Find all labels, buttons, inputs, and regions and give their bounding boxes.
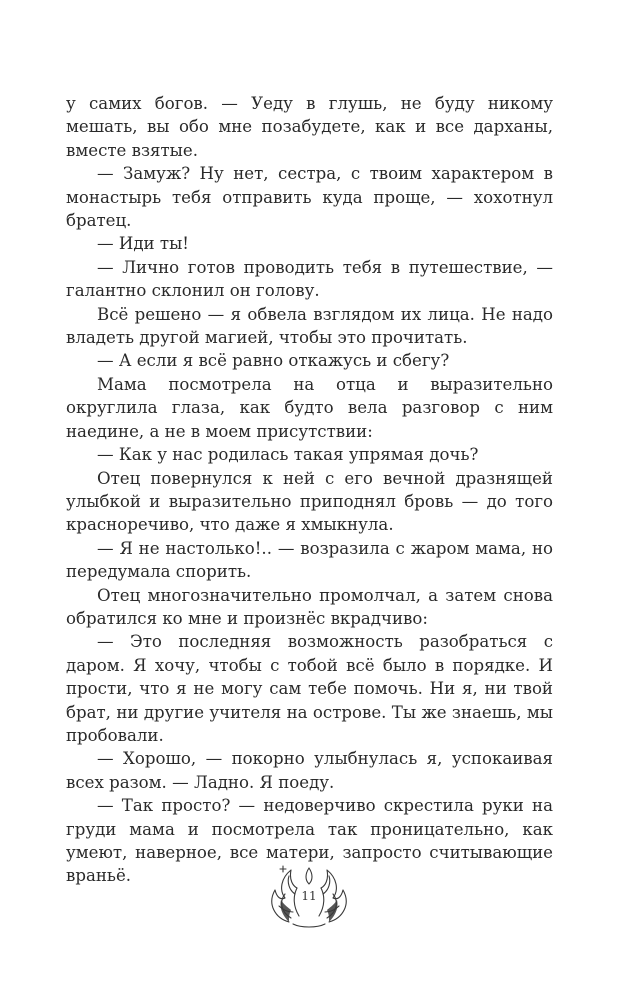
paragraph: — Хорошо, — покорно улыбнулась я, успокаивая всех разом. — Ладно. Я поеду. xyxy=(66,749,553,792)
body-text xyxy=(66,92,553,888)
paragraph: — Как у нас родилась такая упрямая дочь? xyxy=(97,445,479,465)
paragraph: — Замуж? Ну нет, сестра, с твоим характером в монастырь тебя отправить куда проще, — хохотнул братец. xyxy=(66,164,553,231)
paragraph: — Так просто? — недоверчиво скрестила руки на груди мама и посмотрела так проницательно, как умеют, наверное, все матери, запросто считывающие враньё. xyxy=(66,796,553,886)
paragraph: у самих богов. — Уеду в глушь, не буду никому мешать, вы обо мне позабудете, как и все дарханы, вместе взятые. xyxy=(66,94,553,160)
paragraph: Отец многозначительно промолчал, а затем снова обратился ко мне и произнёс вкрадчиво: xyxy=(66,585,553,628)
paragraph: Всё решено — я обвела взглядом их лица. Не надо владеть другой магией, чтобы это прочитать. xyxy=(66,304,553,348)
paragraph: Отец повернулся к ней с его вечной дразнящей улыбкой и выразительно приподнял бровь — до того красноречиво, что даже я хмыкнула. xyxy=(66,468,553,535)
page-folio xyxy=(249,860,369,930)
paragraph: — Это последняя возможность разобраться с даром. Я хочу, чтобы с тобой всё было в порядке. И прости, что я не могу сам тебе помочь. Ни я, ни твой брат, ни другие учителя на острове. Ты же знаешь, мы пробовали. xyxy=(66,632,553,745)
paragraph: — Я не настолько!.. — возразила с жаром мама, но передумала спорить. xyxy=(66,538,553,582)
paragraph: — Иди ты! xyxy=(97,234,189,254)
paragraph: — А если я всё равно откажусь и сбегу? xyxy=(97,351,450,371)
paragraph: — Лично готов проводить тебя в путешествие, — галантно склонил он голову. xyxy=(66,257,553,301)
page-number: 11 xyxy=(301,889,317,903)
paragraph: Мама посмотрела на отца и выразительно округлила глаза, как будто вела разговор с ним наедине, а не в моем присутствии: xyxy=(66,374,553,441)
